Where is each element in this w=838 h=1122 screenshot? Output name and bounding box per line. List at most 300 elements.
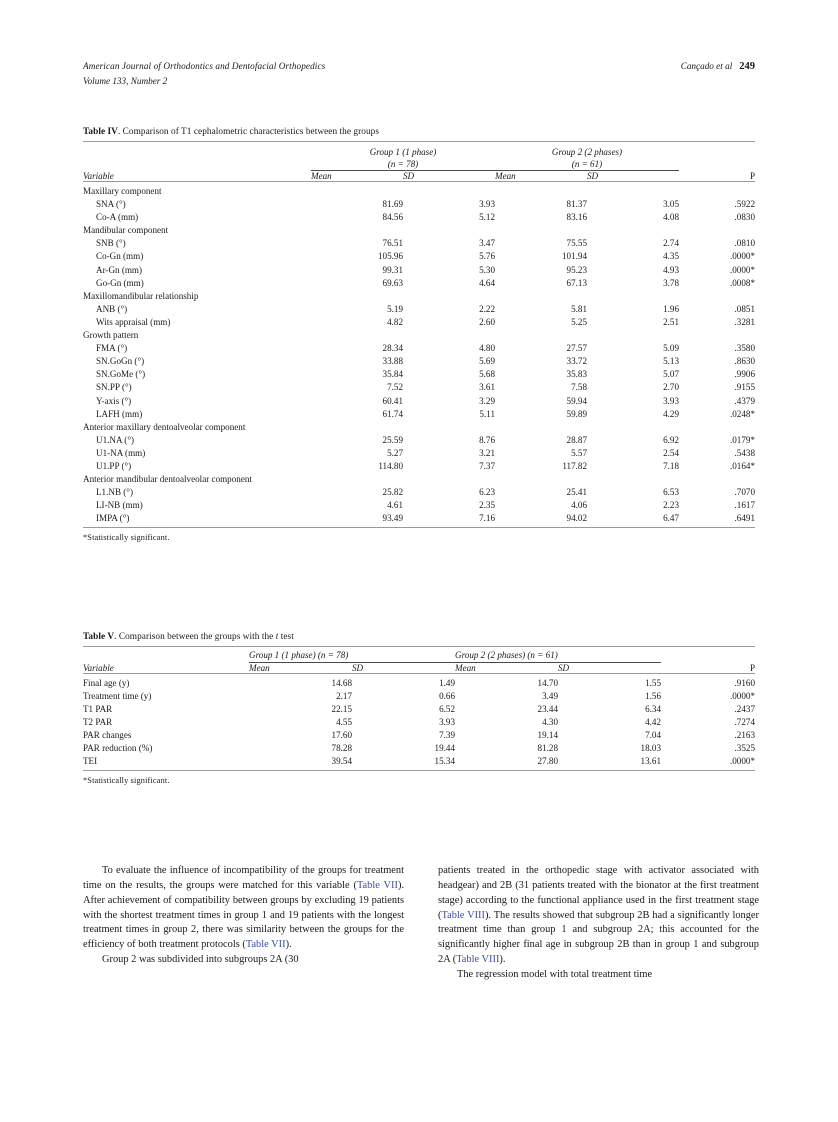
table-5-column-headers <box>83 662 755 673</box>
table-4-group1-spanner <box>311 147 495 170</box>
row-sd-group2: 5.09 <box>663 343 679 354</box>
table-4-col-mean-1: Mean <box>311 171 332 181</box>
row-sd-group2: 2.54 <box>663 447 679 458</box>
row-variable-label: U1.NA (°) <box>96 434 134 445</box>
right-paragraph-2: The regression model with total treatment time <box>457 968 653 980</box>
row-sd-group1 <box>403 290 495 303</box>
table-row <box>83 250 755 263</box>
row-variable-label: SN.GoMe (°) <box>96 369 146 380</box>
row-sd-group2: 4.29 <box>663 408 679 419</box>
row-p-value: .0248* <box>729 408 755 419</box>
row-variable-label: Anterior maxillary dentoalveolar component <box>83 421 246 432</box>
row-mean-group1: 99.31 <box>382 264 403 275</box>
row-variable-label: PAR changes <box>83 729 132 740</box>
table-row <box>83 512 755 527</box>
row-variable-label: Anterior mandibular dentoalveolar component <box>83 474 252 485</box>
table-row <box>83 729 755 742</box>
row-sd-group1: 3.21 <box>479 447 495 458</box>
table-row <box>83 421 755 434</box>
row-p-value: .1617 <box>734 500 755 511</box>
table-4-col-sd-2: SD <box>587 171 599 181</box>
row-sd-group2: 1.56 <box>645 690 661 701</box>
page-number: 249 <box>739 61 755 72</box>
row-sd-group1: 0.66 <box>439 690 455 701</box>
row-mean-group1: 5.19 <box>387 303 403 314</box>
left-paragraph-1 <box>83 864 404 953</box>
row-mean-group2: 33.72 <box>566 356 587 367</box>
row-sd-group2 <box>587 421 679 434</box>
row-mean-group1: 4.82 <box>387 316 403 327</box>
row-mean-group1 <box>311 421 403 434</box>
row-sd-group2: 6.47 <box>663 513 679 524</box>
row-mean-group2: 81.28 <box>537 742 558 753</box>
row-p-value: .0000* <box>729 756 755 767</box>
row-p-value: .5438 <box>734 447 755 458</box>
row-variable-label: Co-A (mm) <box>96 212 139 223</box>
left-p1-part3: ). <box>285 939 292 951</box>
row-variable-label: Treatment time (y) <box>83 690 152 701</box>
row-sd-group1: 3.61 <box>479 382 495 393</box>
table-4-body <box>83 182 755 528</box>
row-variable-label: SN.PP (°) <box>96 382 132 393</box>
table-5-block <box>83 632 755 785</box>
row-variable-label: Ar-Gn (mm) <box>96 264 143 275</box>
row-mean-group1: 4.61 <box>387 500 403 511</box>
row-mean-group2: 94.02 <box>566 513 587 524</box>
table-row <box>83 316 755 329</box>
table-4-caption-text: . Comparison of T1 cephalometric characteristics between the groups <box>117 127 380 137</box>
table-4-col-variable: Variable <box>83 171 114 181</box>
table-row <box>83 198 755 211</box>
row-sd-group1: 3.29 <box>479 395 495 406</box>
row-sd-group1 <box>403 182 495 199</box>
row-variable-label: Maxillomandibular relationship <box>83 290 199 301</box>
row-variable-label: Final age (y) <box>83 677 130 688</box>
left-p1-part2: ). After achievement of compatibility between groups by excluding 19 patients with the shortest treatment times in group 1 and 19 patients with the longest treatment times in group 2, there was similarity between the groups for the efficiency of both treatment protocols ( <box>83 879 405 951</box>
table-5 <box>83 646 755 771</box>
table-row <box>83 395 755 408</box>
row-variable-label: LAFH (mm) <box>96 408 143 419</box>
row-mean-group2: 3.49 <box>542 690 558 701</box>
row-sd-group1: 19.44 <box>434 742 455 753</box>
row-variable-label: SNA (°) <box>96 199 126 210</box>
row-mean-group2: 83.16 <box>566 212 587 223</box>
row-mean-group1: 7.52 <box>387 382 403 393</box>
row-p-value: .0179* <box>729 434 755 445</box>
row-sd-group1: 3.93 <box>439 716 455 727</box>
row-sd-group1: 7.39 <box>439 729 455 740</box>
row-sd-group2: 3.78 <box>663 277 679 288</box>
row-sd-group2: 2.70 <box>663 382 679 393</box>
row-mean-group2 <box>495 329 587 342</box>
row-mean-group1: 105.96 <box>377 251 403 262</box>
table-5-body <box>83 673 755 770</box>
table-row <box>83 290 755 303</box>
row-p-value: .0810 <box>734 238 755 249</box>
table-5-bottom-rule <box>83 770 755 771</box>
row-variable-label: SN.GoGn (°) <box>96 356 145 367</box>
row-mean-group1: 114.80 <box>378 460 403 471</box>
table-4-label: Table IV <box>83 127 118 137</box>
table-row <box>83 329 755 342</box>
row-variable-label: LI-NB (mm) <box>96 500 143 511</box>
row-mean-group2: 23.44 <box>537 703 558 714</box>
author-citation: Cançado et al <box>680 61 733 71</box>
table-4-group2-spanner <box>495 147 679 170</box>
row-p-value: .3281 <box>734 316 755 327</box>
row-variable-label: Maxillary component <box>83 186 162 196</box>
table-4-spanner-blank <box>83 147 311 170</box>
volume-line: Volume 133, Number 2 <box>83 75 168 86</box>
table-row <box>83 447 755 460</box>
table-4-bottom-rule <box>83 527 755 528</box>
table-5-col-p: P <box>749 662 755 673</box>
row-mean-group1: 22.15 <box>331 703 352 714</box>
left-p1-part1: To evaluate the influence of incompatibility of the groups for treatment time on the results, the groups were matched for this variable ( <box>83 865 404 891</box>
table-row <box>83 303 755 316</box>
row-mean-group2: 75.55 <box>566 238 587 249</box>
running-head-row <box>83 60 755 74</box>
row-mean-group1 <box>311 224 403 237</box>
row-mean-group1: 35.84 <box>382 369 403 380</box>
table-row <box>83 690 755 703</box>
row-p-value <box>679 224 755 237</box>
table-4-group2-line1: Group 2 (2 phases) <box>551 147 623 157</box>
row-sd-group1: 7.37 <box>479 460 495 471</box>
row-mean-group1: 25.59 <box>382 434 403 445</box>
row-sd-group2: 3.05 <box>663 199 679 210</box>
table-4-col-p: P <box>749 171 755 181</box>
table-row <box>83 408 755 421</box>
running-head-authors <box>681 60 755 74</box>
row-sd-group2: 2.51 <box>663 316 679 327</box>
table-5-caption-pre: . Comparison between the groups with the <box>114 632 276 642</box>
row-mean-group1 <box>311 473 403 486</box>
row-variable-label: TEI <box>83 756 98 767</box>
row-mean-group2: 117.82 <box>562 460 587 471</box>
table-4-caption <box>83 127 755 137</box>
table-4-block <box>83 127 755 542</box>
row-sd-group2: 2.23 <box>663 500 679 511</box>
row-mean-group1: 81.69 <box>382 199 403 210</box>
row-mean-group1 <box>311 182 403 199</box>
table-5-label: Table V <box>83 632 115 642</box>
row-sd-group1: 5.68 <box>479 369 495 380</box>
row-mean-group2 <box>495 182 587 199</box>
row-p-value: .9160 <box>734 677 755 688</box>
row-mean-group2: 4.30 <box>542 716 558 727</box>
row-sd-group2: 7.18 <box>663 460 679 471</box>
row-sd-group1: 6.52 <box>439 703 455 714</box>
right-p1-part3: ). <box>499 954 506 966</box>
row-mean-group1 <box>311 329 403 342</box>
row-mean-group2: 28.87 <box>566 434 587 445</box>
row-sd-group1: 2.22 <box>479 303 495 314</box>
row-mean-group1: 17.60 <box>331 729 352 740</box>
row-sd-group2 <box>587 329 679 342</box>
row-variable-label: ANB (°) <box>96 303 128 314</box>
row-variable-label: L1.NB (°) <box>96 487 133 498</box>
table-5-col-variable: Variable <box>83 662 114 673</box>
row-mean-group2: 5.25 <box>571 316 587 327</box>
row-mean-group2 <box>495 473 587 486</box>
row-sd-group2: 1.55 <box>645 677 661 688</box>
row-sd-group1 <box>403 329 495 342</box>
row-p-value: .0851 <box>734 303 755 314</box>
row-p-value: .0008* <box>729 277 755 288</box>
table-row <box>83 499 755 512</box>
table-row <box>83 716 755 729</box>
row-sd-group1 <box>403 473 495 486</box>
journal-title: American Journal of Orthodontics and Dentofacial Orthopedics <box>83 61 326 71</box>
table-row <box>83 460 755 473</box>
table-4-spanner-blank-p <box>679 147 755 170</box>
row-mean-group2: 59.94 <box>566 395 587 406</box>
table-4-col-mean-2: Mean <box>495 171 516 181</box>
row-p-value: .0000* <box>729 264 755 275</box>
row-mean-group2: 81.37 <box>566 199 587 210</box>
row-variable-label: SNB (°) <box>96 238 126 249</box>
table-4-group1-line1: Group 1 (1 phase) <box>369 147 437 157</box>
row-p-value: .3580 <box>734 343 755 354</box>
row-sd-group2: 1.96 <box>663 303 679 314</box>
table-row <box>83 237 755 250</box>
xref-table-viii-2[interactable]: Table VIII <box>456 954 500 966</box>
row-mean-group1: 33.88 <box>382 356 403 367</box>
table-row <box>83 434 755 447</box>
row-mean-group2: 25.41 <box>566 487 587 498</box>
table-5-caption-post: test <box>278 632 294 642</box>
row-variable-label: Y-axis (°) <box>96 395 132 406</box>
row-mean-group1: 60.41 <box>382 395 403 406</box>
row-p-value: .4379 <box>734 395 755 406</box>
table-row <box>83 342 755 355</box>
table-5-footnote: *Statistically significant. <box>83 776 170 786</box>
right-column <box>438 864 759 983</box>
row-sd-group1: 15.34 <box>434 756 455 767</box>
row-p-value: .5922 <box>734 199 755 210</box>
row-mean-group2: 35.83 <box>566 369 587 380</box>
row-mean-group1: 14.68 <box>331 677 352 688</box>
row-sd-group2: 6.92 <box>663 434 679 445</box>
left-paragraph-2: Group 2 was subdivided into subgroups 2A (30 <box>102 954 299 966</box>
row-sd-group2 <box>587 473 679 486</box>
row-p-value <box>679 329 755 342</box>
row-variable-label: Wits appraisal (mm) <box>96 316 171 327</box>
row-mean-group1: 39.54 <box>331 756 352 767</box>
left-column <box>83 864 404 983</box>
table-5-spanner-blank-p <box>661 650 755 662</box>
row-p-value: .3525 <box>734 742 755 753</box>
table-row <box>83 211 755 224</box>
row-sd-group1: 3.93 <box>479 199 495 210</box>
row-p-value: .2163 <box>734 729 755 740</box>
row-sd-group1: 5.30 <box>479 264 495 275</box>
row-sd-group1: 5.69 <box>479 356 495 367</box>
row-sd-group1 <box>403 421 495 434</box>
row-mean-group1: 2.17 <box>336 690 352 701</box>
row-sd-group2: 5.13 <box>663 356 679 367</box>
row-sd-group1: 5.12 <box>479 212 495 223</box>
table-row <box>83 264 755 277</box>
row-variable-label: U1-NA (mm) <box>96 447 146 458</box>
row-sd-group1: 5.11 <box>479 408 495 419</box>
right-p1-part1: patients treated in the orthopedic stage with activator associated with headgear) and 2B (31 patients treated with the bionator at the first treatment stage) according to the functional appliance used in the first treatment stage ( <box>438 865 759 921</box>
row-p-value: .9155 <box>734 382 755 393</box>
table-5-spanner-blank <box>83 650 249 662</box>
row-mean-group1: 28.34 <box>382 343 403 354</box>
table-row <box>83 182 755 199</box>
row-variable-label: Go-Gn (mm) <box>96 277 144 288</box>
row-mean-group2: 7.58 <box>571 382 587 393</box>
row-p-value: .6491 <box>734 513 755 524</box>
running-head <box>83 60 755 88</box>
row-sd-group1: 5.76 <box>479 251 495 262</box>
row-mean-group1: 69.63 <box>382 277 403 288</box>
table-row <box>83 368 755 381</box>
row-p-value: .7070 <box>734 487 755 498</box>
row-mean-group1: 4.55 <box>336 716 352 727</box>
row-sd-group1: 4.80 <box>479 343 495 354</box>
row-mean-group2: 101.94 <box>561 251 587 262</box>
row-mean-group2 <box>495 224 587 237</box>
row-mean-group2: 14.70 <box>537 677 558 688</box>
table-row <box>83 473 755 486</box>
row-sd-group1: 7.16 <box>479 513 495 524</box>
table-4-footnote: *Statistically significant. <box>83 533 170 543</box>
row-sd-group2: 4.35 <box>663 251 679 262</box>
row-mean-group2: 5.57 <box>571 447 587 458</box>
xref-table-viii-1[interactable]: Table VIII <box>441 909 485 921</box>
table-row <box>83 755 755 770</box>
row-p-value <box>679 182 755 199</box>
row-mean-group1: 25.82 <box>382 487 403 498</box>
row-sd-group2: 6.53 <box>663 487 679 498</box>
table-5-col-mean-2: Mean <box>455 662 476 673</box>
row-variable-label: U1.PP (°) <box>96 460 132 471</box>
row-sd-group2: 3.93 <box>663 395 679 406</box>
table-4-col-sd-1: SD <box>403 171 415 181</box>
row-p-value: .9906 <box>734 369 755 380</box>
row-p-value: .8630 <box>734 356 755 367</box>
row-p-value <box>679 473 755 486</box>
table-5-caption-ital: t <box>275 632 279 642</box>
row-p-value: .0000* <box>729 690 755 701</box>
row-sd-group2: 18.03 <box>640 742 661 753</box>
row-mean-group2: 59.89 <box>566 408 587 419</box>
row-sd-group2: 4.42 <box>645 716 661 727</box>
table-4-group1-line2: (n = 78) <box>387 158 419 169</box>
row-sd-group2: 5.07 <box>663 369 679 380</box>
table-5-group-spanner-row <box>83 650 755 662</box>
row-variable-label: IMPA (°) <box>96 513 130 524</box>
row-variable-label: PAR reduction (%) <box>83 742 153 753</box>
table-row <box>83 381 755 394</box>
row-mean-group2: 19.14 <box>537 729 558 740</box>
row-mean-group1: 76.51 <box>382 238 403 249</box>
table-row <box>83 673 755 690</box>
table-row <box>83 703 755 716</box>
table-5-col-sd-1: SD <box>352 662 364 673</box>
table-5-col-sd-2: SD <box>558 662 570 673</box>
row-mean-group2: 27.57 <box>566 343 587 354</box>
table-4 <box>83 141 755 528</box>
row-mean-group1: 84.56 <box>382 212 403 223</box>
row-mean-group1: 5.27 <box>387 447 403 458</box>
row-sd-group1: 2.60 <box>479 316 495 327</box>
table-5-group2-spanner: Group 2 (2 phases) (n = 61) <box>455 650 558 660</box>
row-p-value: .7274 <box>734 716 755 727</box>
row-sd-group2: 4.08 <box>663 212 679 223</box>
row-sd-group1: 6.23 <box>479 487 495 498</box>
table-row <box>83 355 755 368</box>
row-variable-label: FMA (°) <box>96 343 128 354</box>
row-mean-group2: 4.06 <box>571 500 587 511</box>
table-4-column-headers <box>83 171 755 182</box>
row-sd-group2 <box>587 224 679 237</box>
row-mean-group2 <box>495 421 587 434</box>
row-variable-label: Co-Gn (mm) <box>96 251 144 262</box>
row-sd-group2: 13.61 <box>640 756 661 767</box>
table-4-group-spanner-row <box>83 147 755 170</box>
row-sd-group1: 4.64 <box>479 277 495 288</box>
table-4-group2-line2: (n = 61) <box>571 158 603 169</box>
row-sd-group2 <box>587 290 679 303</box>
right-paragraph-1 <box>438 864 759 968</box>
row-p-value <box>679 290 755 303</box>
row-mean-group1 <box>311 290 403 303</box>
row-mean-group2 <box>495 290 587 303</box>
row-p-value: .0164* <box>729 460 755 471</box>
row-sd-group2: 2.74 <box>663 238 679 249</box>
table-row <box>83 224 755 237</box>
row-sd-group1: 2.35 <box>479 500 495 511</box>
row-mean-group2: 27.80 <box>537 756 558 767</box>
row-sd-group2 <box>587 182 679 199</box>
row-sd-group2: 7.04 <box>645 729 661 740</box>
row-sd-group2: 6.34 <box>645 703 661 714</box>
xref-table-vii-2[interactable]: Table VII <box>245 939 286 951</box>
row-sd-group1: 3.47 <box>479 238 495 249</box>
row-sd-group1: 8.76 <box>479 434 495 445</box>
row-sd-group2: 4.93 <box>663 264 679 275</box>
row-mean-group2: 67.13 <box>566 277 587 288</box>
table-row <box>83 486 755 499</box>
row-mean-group2: 95.23 <box>566 264 587 275</box>
row-p-value <box>679 421 755 434</box>
row-mean-group1: 78.28 <box>331 742 352 753</box>
table-5-caption <box>83 632 755 642</box>
row-variable-label: T1 PAR <box>83 703 113 714</box>
table-5-group1-spanner: Group 1 (1 phase) (n = 78) <box>249 650 349 660</box>
row-variable-label: T2 PAR <box>83 716 113 727</box>
row-mean-group2: 5.81 <box>571 303 587 314</box>
row-sd-group1 <box>403 224 495 237</box>
table-5-col-mean-1: Mean <box>249 662 270 673</box>
right-p1-part2: ). The results showed that subgroup 2B had a significantly longer treatment time than group 1 and subgroup 2A; this accounted for the significantly higher final age in subgroup 2B than in group 1 and subgroup 2A ( <box>438 909 759 966</box>
row-p-value: .2437 <box>734 703 755 714</box>
row-sd-group1: 1.49 <box>439 677 455 688</box>
xref-table-vii-1[interactable]: Table VII <box>356 879 398 891</box>
row-variable-label: Mandibular component <box>83 225 169 236</box>
row-variable-label: Growth pattern <box>83 330 139 341</box>
row-mean-group1: 61.74 <box>382 408 403 419</box>
body-text <box>83 864 759 983</box>
row-mean-group1: 93.49 <box>382 513 403 524</box>
table-row <box>83 742 755 755</box>
table-row <box>83 277 755 290</box>
row-p-value: .0000* <box>729 251 755 262</box>
